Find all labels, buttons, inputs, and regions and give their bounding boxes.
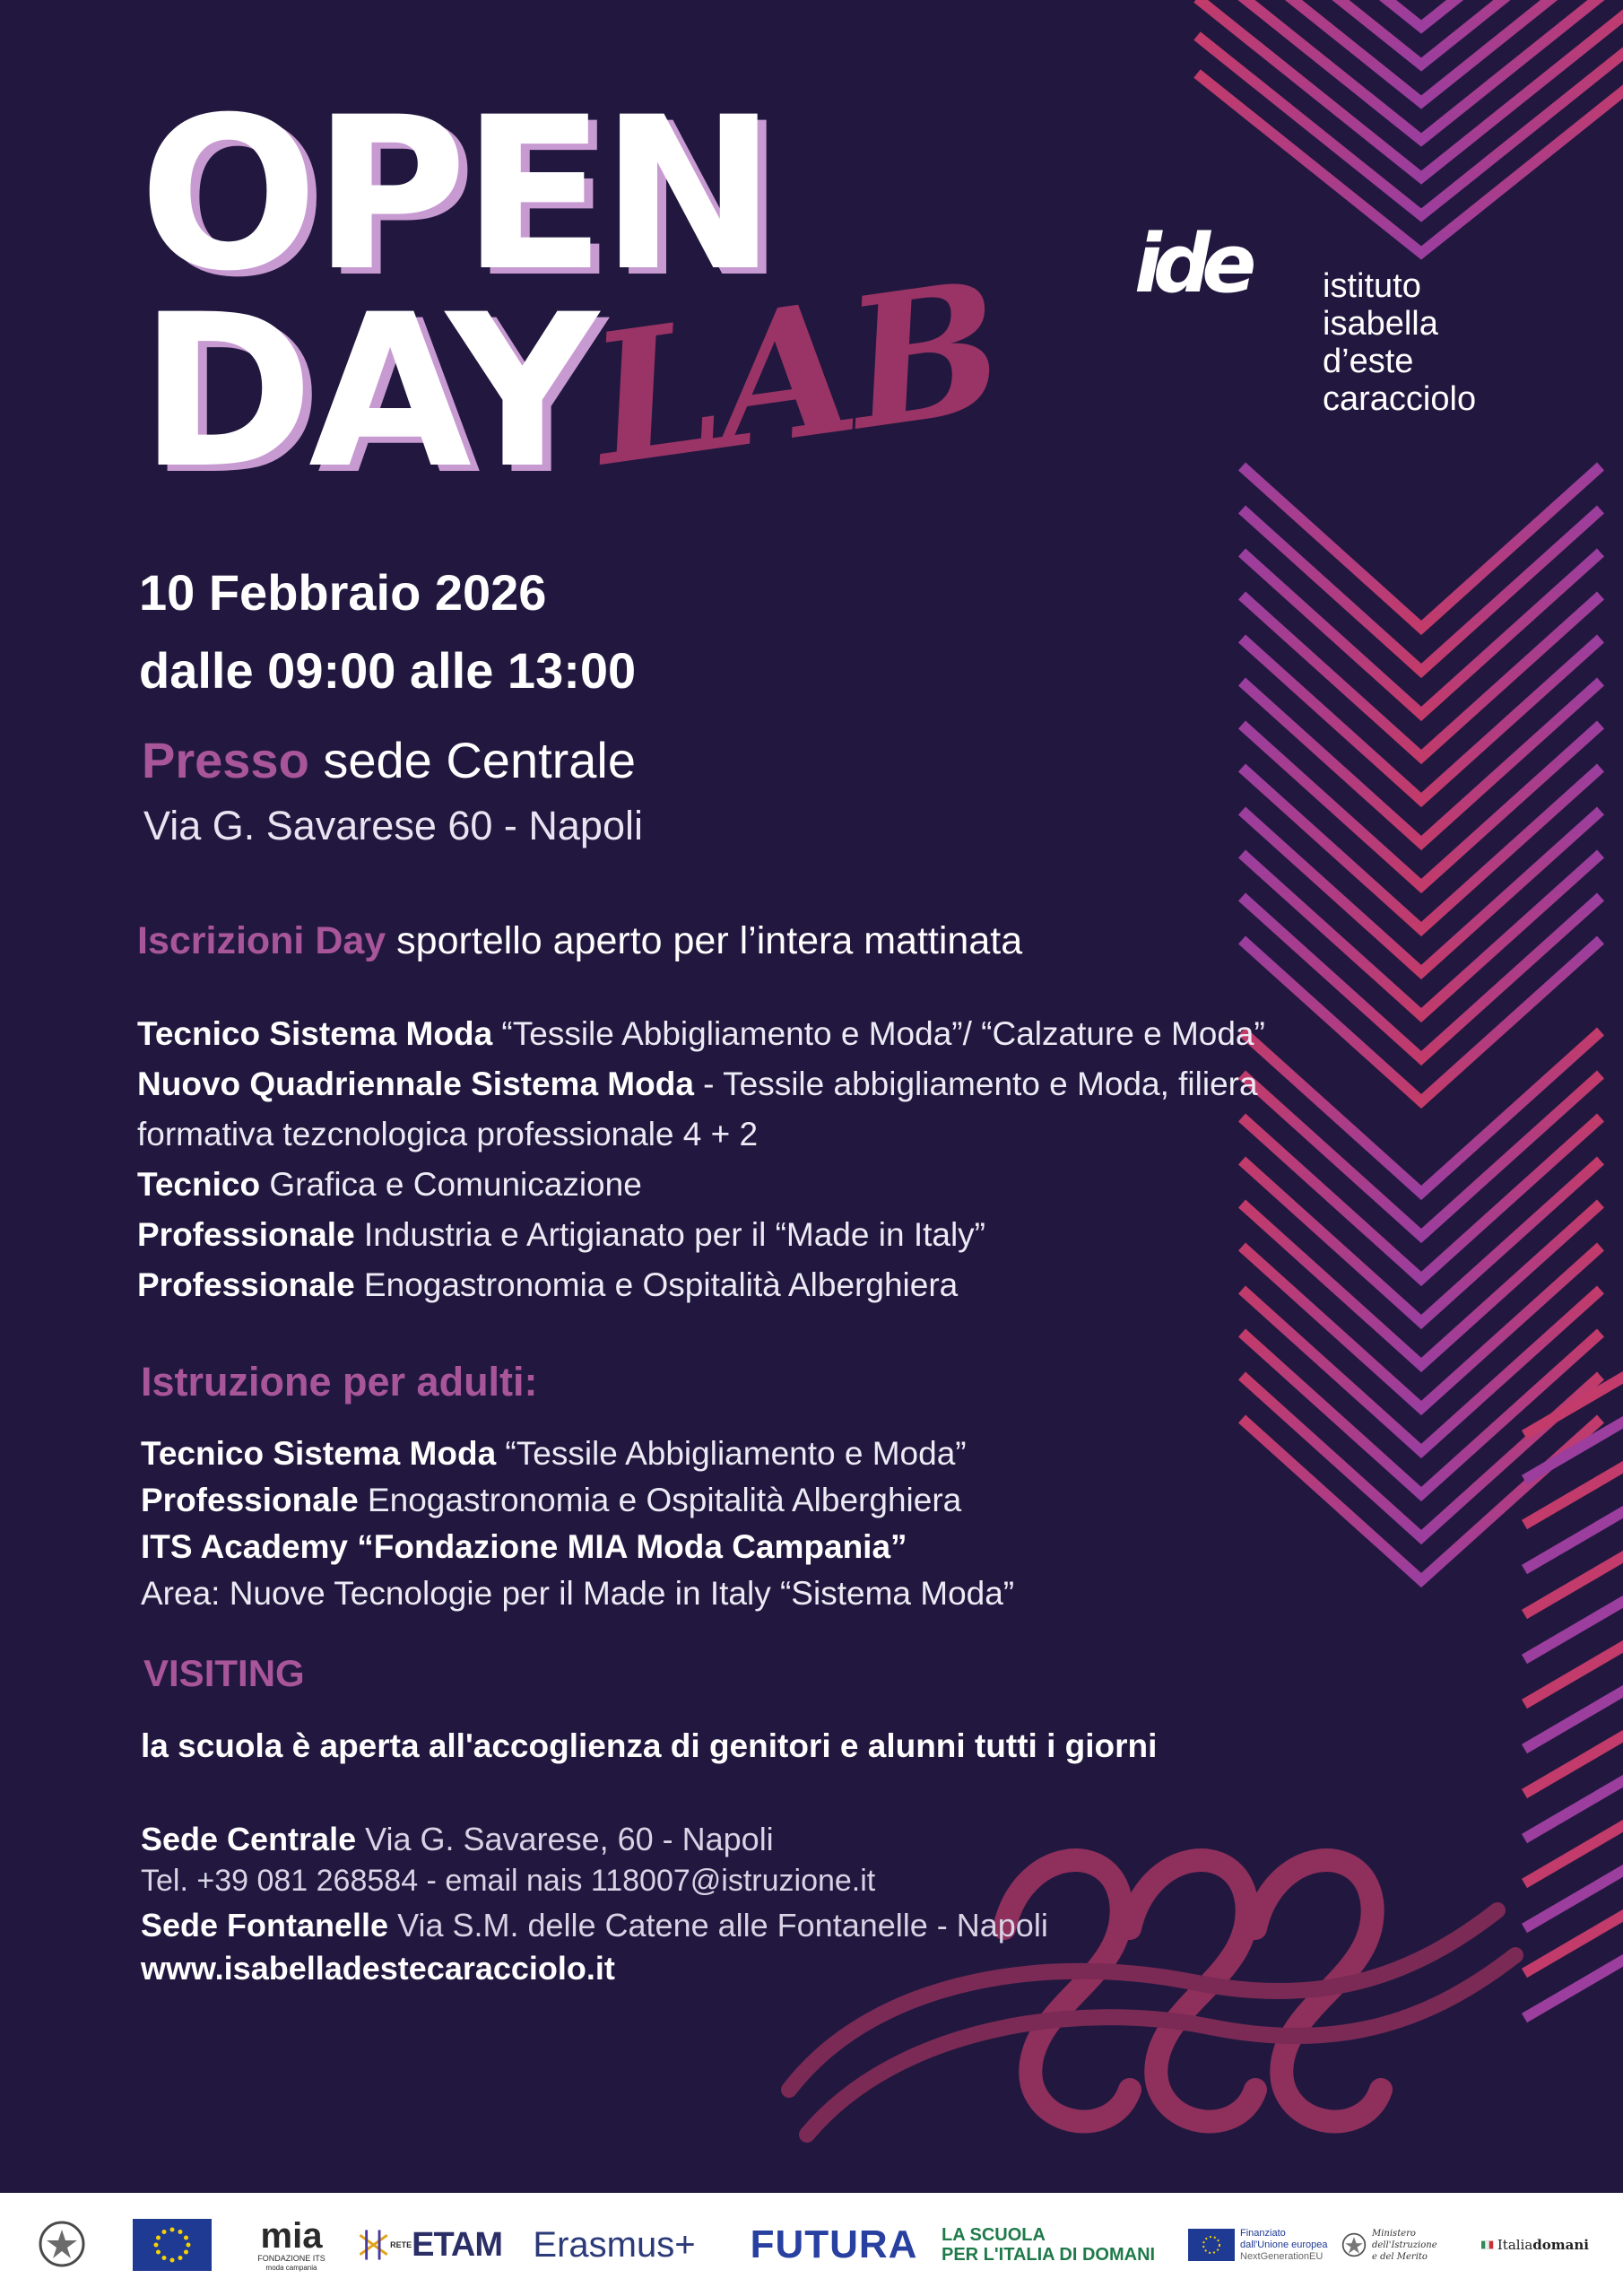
list-item <box>137 1065 1265 1116</box>
scuola-italia-domani-logo <box>942 2218 1170 2272</box>
mia-logo-text: mia <box>260 2215 323 2256</box>
sede-fontanelle-label: Sede Fontanelle <box>141 1907 389 1944</box>
contact-sede-centrale <box>141 1821 1048 1864</box>
ministero-line-2: e del Merito <box>1371 2251 1428 2262</box>
title-open: OPEN <box>139 73 772 317</box>
ministero-emblem-icon <box>1341 2228 1367 2262</box>
list-item <box>137 1116 1265 1166</box>
ministero-line-1: Ministero dell'Istruzione <box>1371 2228 1437 2250</box>
event-date: 10 Febbraio 2026 <box>139 564 547 621</box>
futura-text: FUTURA <box>750 2222 918 2266</box>
item-text: Enogastronomia e Ospitalità Alberghiera <box>354 1266 959 1303</box>
italian-emblem-icon <box>34 2218 90 2272</box>
etam-rete: RETE <box>390 2240 412 2249</box>
right-diagonals <box>1524 1372 1623 2018</box>
title-day: DAY <box>139 270 594 515</box>
mia-logo <box>242 2215 341 2272</box>
contact-tel: Tel. +39 081 268584 - email nais 118007@istruzione.it <box>141 1864 876 1898</box>
mia-logo-sub: FONDAZIONE ITS <box>257 2253 325 2263</box>
visiting-text: la scuola è aperta all'accoglienza di genitori e alunni tutti i giorni <box>141 1727 1158 1764</box>
list-item <box>141 1575 1014 1622</box>
logo-line-3: caracciolo <box>1323 380 1477 418</box>
eu-funded-line-1: Finanziato <box>1240 2227 1286 2239</box>
item-text: - Tessile abbigliamento e Moda, filiera <box>693 1065 1258 1102</box>
etam-text: ETAM <box>412 2225 502 2264</box>
iscrizioni-subtitle: sportello aperto per l’intera mattinata <box>396 919 1023 962</box>
item-bold: Tecnico <box>137 1166 261 1203</box>
eu-funded-logo <box>1188 2218 1332 2272</box>
logo-line-2: isabella d’este <box>1323 305 1438 380</box>
item-text: Industria e Artigianato per il “Made in Italy” <box>354 1216 985 1253</box>
item-text: formativa tezcnologica professionale 4 + 2 <box>137 1116 759 1152</box>
logo-mark: ide <box>1134 217 1248 311</box>
eu-flag-icon <box>133 2218 212 2272</box>
italiadomani-icon <box>1481 2235 1494 2255</box>
item-bold: Tecnico Sistema Moda <box>141 1435 497 1472</box>
event-location <box>142 731 636 789</box>
adulti-list <box>141 1435 1014 1622</box>
sede-centrale-label: Sede Centrale <box>141 1821 357 1857</box>
eu-funded-text <box>1240 2228 1328 2263</box>
footer-logos <box>0 2193 1623 2296</box>
etam-mesh-icon <box>359 2222 388 2267</box>
item-text: Grafica e Comunicazione <box>260 1166 642 1203</box>
presso-label: Presso <box>142 732 309 788</box>
iscrizioni-heading: Iscrizioni Day <box>137 919 386 962</box>
scuola-line-2: PER L'ITALIA DI DOMANI <box>942 2245 1156 2265</box>
list-item <box>137 1015 1265 1065</box>
presso-rest: sede Centrale <box>323 732 637 788</box>
logo-text <box>1323 267 1476 418</box>
website-link[interactable]: www.isabelladestecaracciolo.it <box>141 1950 615 1987</box>
title-lab: LAB <box>580 241 1012 507</box>
erasmus-text: Erasmus+ <box>533 2224 696 2265</box>
italiadomani-text <box>1497 2237 1589 2253</box>
item-text: Area: Nuove Tecnologie per il Made in Italy “Sistema Moda” <box>141 1575 1015 1612</box>
item-bold: Professionale <box>141 1482 359 1518</box>
list-item <box>141 1435 1014 1482</box>
italiadomani-logo <box>1481 2218 1589 2272</box>
sede-centrale-address: Via G. Savarese, 60 - Napoli <box>356 1821 774 1857</box>
list-item <box>141 1482 1014 1528</box>
italiadomani-text-a: Italia <box>1497 2237 1533 2253</box>
eu-funded-line-3: NextGenerationEU <box>1240 2250 1324 2262</box>
item-text: “Tessile Abbigliamento e Moda” <box>496 1435 967 1472</box>
item-text: Enogastronomia e Ospitalità Alberghiera <box>358 1482 962 1518</box>
eu-funded-line-2: dall'Unione europea <box>1240 2239 1328 2250</box>
item-bold: Nuovo Quadriennale Sistema Moda <box>137 1065 694 1102</box>
chevron-group-lower <box>1242 1031 1601 1580</box>
item-bold: Tecnico Sistema Moda <box>137 1015 493 1052</box>
futura-logo <box>740 2218 928 2272</box>
chevron-group-middle <box>1242 466 1601 1101</box>
italiadomani-text-b: domani <box>1532 2237 1589 2253</box>
logo-line-1: istituto <box>1323 267 1421 305</box>
visiting-heading: VISITING <box>143 1652 305 1694</box>
mia-logo-sub-2: moda campania <box>265 2263 317 2272</box>
erasmus-logo <box>525 2218 704 2272</box>
event-time: dalle 09:00 alle 13:00 <box>139 642 637 699</box>
list-item <box>137 1266 1265 1317</box>
item-bold: Professionale <box>137 1266 355 1303</box>
list-item <box>141 1528 1014 1575</box>
contact-sede-fontanelle <box>141 1907 1048 1950</box>
item-bold: Professionale <box>137 1216 355 1253</box>
iscrizioni-header <box>137 919 1022 963</box>
ministero-text <box>1372 2228 1471 2263</box>
list-item <box>137 1166 1265 1216</box>
ministero-logo <box>1341 2218 1471 2272</box>
sede-fontanelle-address: Via S.M. delle Catene alle Fontanelle - Napoli <box>388 1907 1048 1944</box>
event-address: Via G. Savarese 60 - Napoli <box>143 803 643 848</box>
scuola-line-1: LA SCUOLA <box>942 2225 1046 2245</box>
list-item <box>137 1216 1265 1266</box>
chevron-group-top <box>1197 0 1623 253</box>
eu-funded-flag-icon <box>1188 2229 1235 2261</box>
etam-logo <box>359 2218 502 2272</box>
iscrizioni-list <box>137 1015 1265 1317</box>
contacts <box>141 1821 1048 1993</box>
adulti-heading: Istruzione per adulti: <box>141 1359 538 1405</box>
item-bold: ITS Academy “Fondazione MIA Moda Campania” <box>141 1528 907 1565</box>
item-text: “Tessile Abbigliamento e Moda”/ “Calzature e Moda” <box>492 1015 1265 1052</box>
